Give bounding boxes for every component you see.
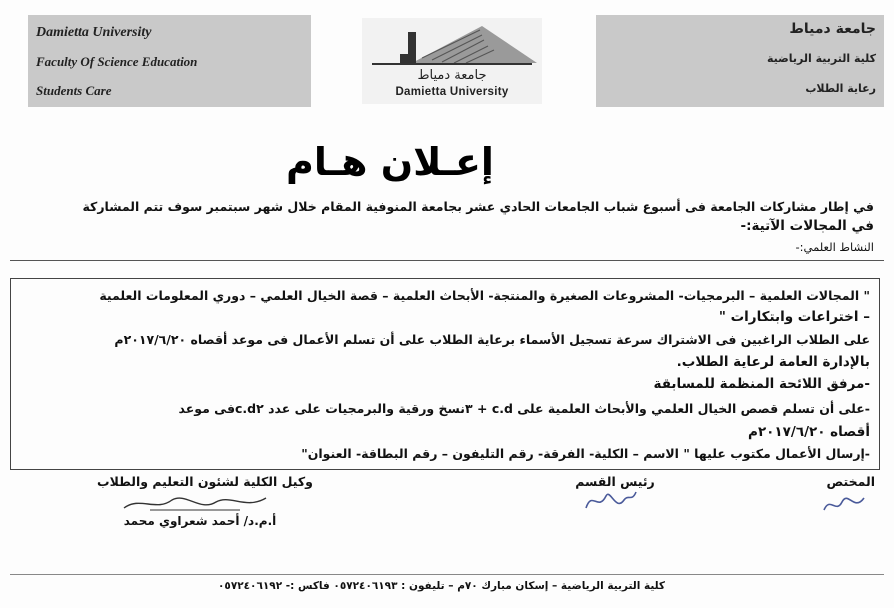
footer-divider	[10, 574, 884, 575]
department-head-signature-icon	[580, 482, 640, 518]
university-name-arabic: جامعة دمياط	[789, 21, 876, 37]
logo-text-arabic: جامعة دمياط	[417, 68, 487, 83]
faculty-name-english: Faculty Of Science Education	[36, 54, 198, 69]
register-line-1: على الطلاب الراغبين فى الاشتراك سرعة تسجيل الأسماء برعاية الطلاب على أن تسلم الأعمال فى موعد أقصاه ٢٠١٧/٦/٢٠م	[114, 332, 870, 347]
vice-dean-name: أ.م.د/ أحمد شعراوي محمد	[123, 514, 277, 528]
logo-text-english: Damietta University	[395, 86, 509, 98]
content-box	[10, 278, 880, 470]
vice-dean-label: وكيل الكلية لشئون التعليم والطلاب	[97, 474, 313, 489]
announcement-title: إعـلان هـام	[286, 140, 494, 184]
department-name-arabic: رعاية الطلاب	[805, 82, 876, 95]
attached-regulations: -مرفق اللائحة المنظمة للمسابقة	[653, 376, 870, 392]
specialist-signature-icon	[820, 490, 870, 518]
header-english-box	[28, 15, 311, 107]
submit-line-1: -على أن تسلم قصص الخيال العلمي والأبحاث العلمية على c.d + ٣نسخ ورقية والبرمجيات على عدد c.d٢فى موعد	[178, 401, 870, 416]
intro-line-1: في إطار مشاركات الجامعة فى أسبوع شباب الجامعات الحادي عشر بجامعة المنوفية المقام خلال شهر سبتمبر سوف تتم المشاركة	[82, 199, 874, 214]
submit-line-2: أقصاه ٢٠١٧/٦/٢٠م	[748, 424, 870, 440]
university-name-english: Damietta University	[36, 25, 152, 40]
faculty-name-arabic: كلية التربية الرياضية	[766, 52, 876, 65]
department-head-label: رئيس القسم	[575, 474, 655, 489]
specialist-label: المختص	[826, 474, 875, 489]
vice-dean-signature-icon	[120, 490, 270, 516]
university-logo	[362, 18, 542, 104]
header-arabic-box	[596, 15, 884, 107]
fields-line-1: " المجالات العلمية – البرمجيات- المشروعات الصغيرة والمنتجة- الأبحاث العلمية – قصة الخيال العلمي – دوري المعلومات العلمية	[99, 288, 870, 303]
send-instructions: -إرسال الأعمال مكتوب عليها " الاسم – الكلية- الفرقة- رقم التليفون – رقم البطاقة- العنوان"	[301, 446, 870, 461]
register-line-2: بالإدارة العامة لرعاية الطلاب.	[676, 354, 870, 370]
footer-contact: كلية التربية الرياضية – إسكان مبارك ٧٠م – تليفون : ٠٥٧٢٤٠٦١٩٣ فاكس :- ٠٥٧٢٤٠٦١٩٢	[218, 580, 665, 592]
section-divider	[10, 260, 884, 261]
intro-line-2: في المجالات الآتية:-	[740, 218, 874, 234]
department-name-english: Students Care	[36, 83, 112, 98]
activity-label: النشاط العلمي:-	[795, 240, 874, 254]
fields-line-2: – اختراعات وابتكارات "	[718, 309, 870, 325]
